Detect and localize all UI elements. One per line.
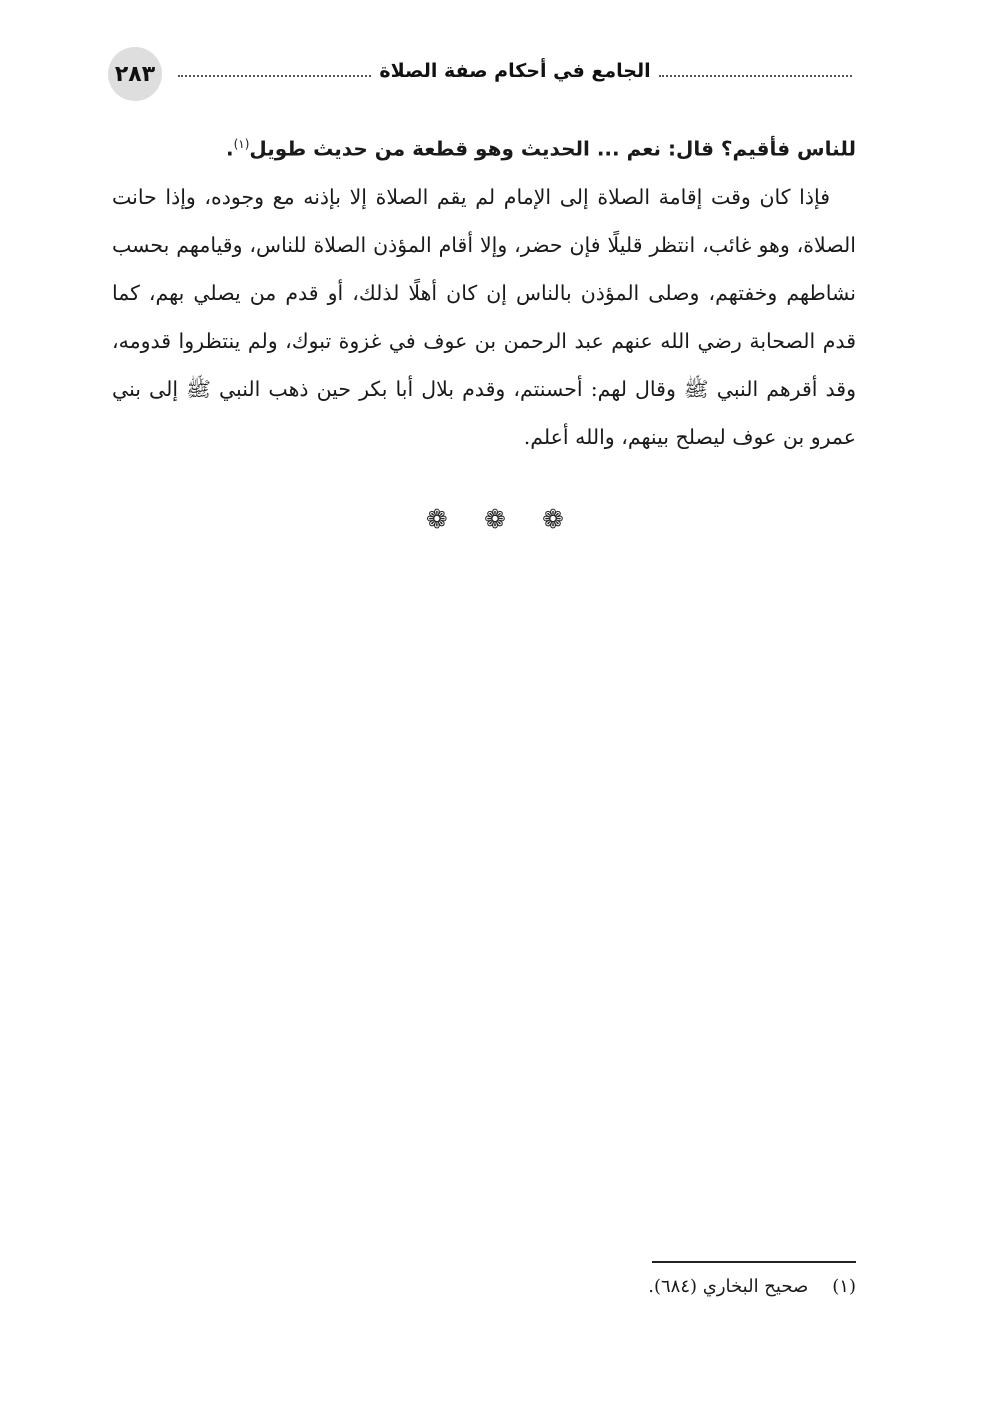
footnote-number: (١) bbox=[832, 1276, 856, 1297]
header-dots-left bbox=[178, 75, 371, 77]
bold-line-text: للناس فأقيم؟ قال: نعم ... الحديث وهو قطعة من حديث طويل bbox=[249, 136, 856, 161]
bold-hadith-line bbox=[112, 120, 856, 173]
body-paragraph: فإذا كان وقت إقامة الصلاة إلى الإمام لم يقم الصلاة إلا بإذنه مع وجوده، وإذا حانت الصلاة، وهو غائب، انتظر قليلًا فإن حضر، وإلا أقام المؤذن الصلاة للناس، وقيامهم بحسب نشاطهم وخفتهم، وصلى المؤذن بالناس إن كان أهلًا لذلك، أو قدم من يصلي بهم، كما قدم الصحابة رضي الله عنهم عبد الرحمن بن عوف في غزوة تبوك، ولم ينتظروا قدومه، وقد أقرهم النبي ﷺ وقال لهم: أحسنتم، وقدم بلال أبا بكر حين ذهب النبي ﷺ إلى بني عمرو بن عوف ليصلح بينهم، والله أعلم. bbox=[112, 184, 856, 449]
page-header bbox=[108, 44, 852, 98]
page-number-badge: ٢٨٣ bbox=[108, 47, 162, 101]
book-title: الجامع في أحكام صفة الصلاة bbox=[379, 60, 651, 82]
header-title-row bbox=[178, 54, 852, 88]
footnote-reference[interactable]: (١) bbox=[233, 137, 250, 151]
header-dots-right bbox=[659, 75, 852, 77]
bold-line-end: . bbox=[225, 136, 234, 161]
footnote-text: صحيح البخاري (٦٨٤). bbox=[648, 1276, 809, 1297]
main-text bbox=[112, 120, 856, 461]
footnote-divider bbox=[652, 1261, 856, 1263]
footnote bbox=[648, 1276, 856, 1297]
section-separator-flowers: ❁ ❁ ❁ bbox=[426, 505, 578, 535]
